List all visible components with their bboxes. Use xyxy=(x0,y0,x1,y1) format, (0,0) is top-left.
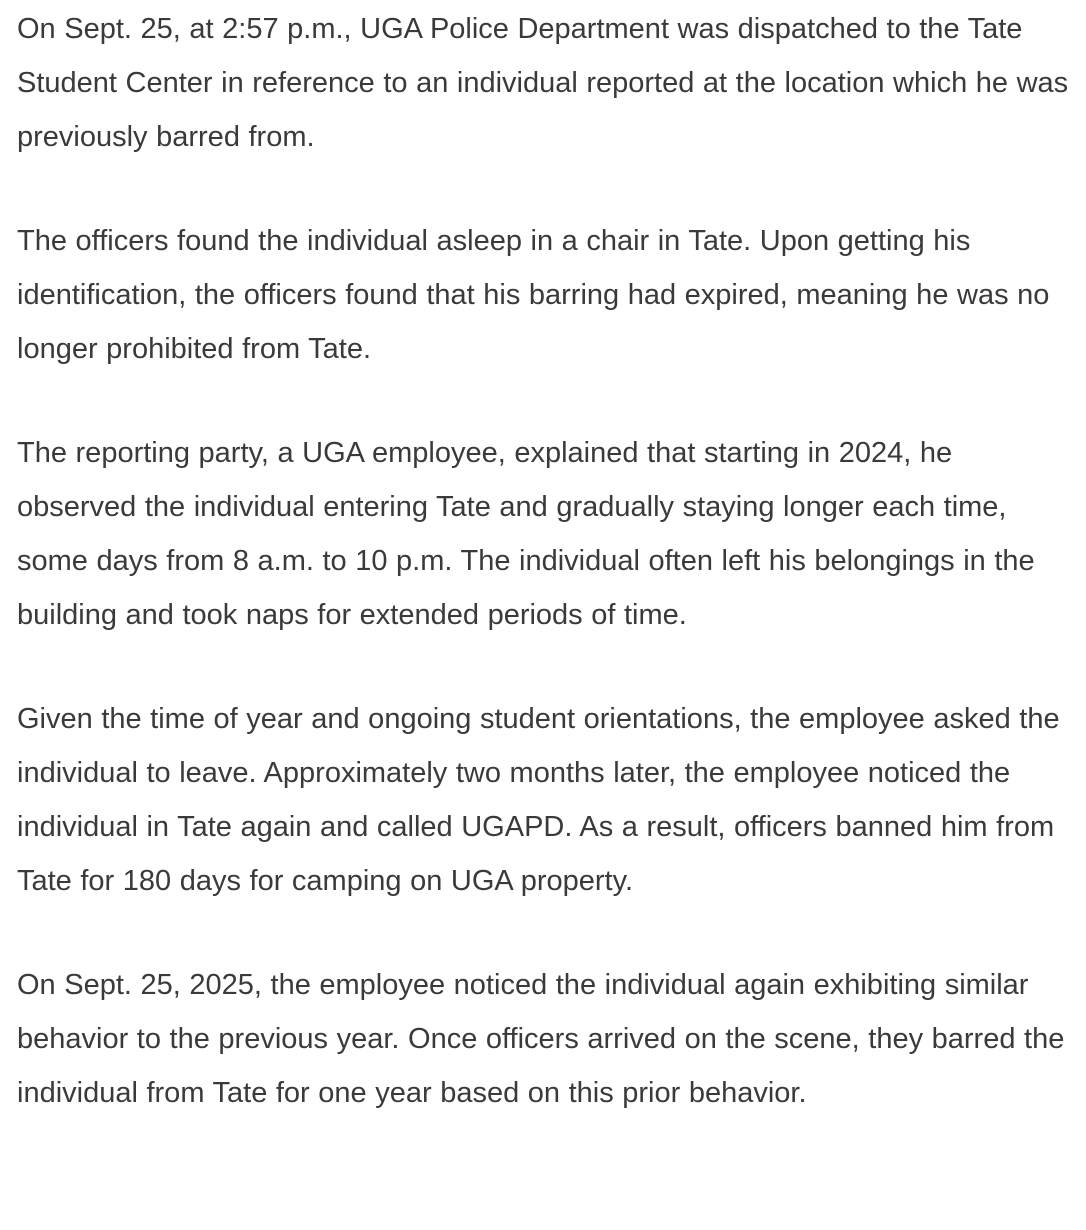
article-body xyxy=(0,2,1086,1120)
article-paragraph-1: On Sept. 25, at 2:57 p.m., UGA Police Department was dispatched to the Tate Student Center in reference to an individual reported at the location which he was previously barred from. xyxy=(17,13,1069,153)
article-paragraph-5: On Sept. 25, 2025, the employee noticed the individual again exhibiting similar behavior to the previous year. Once officers arrived on the scene, they barred the individual from Tate for one year based on this prior behavior. xyxy=(17,969,1065,1109)
article-paragraph-4: Given the time of year and ongoing student orientations, the employee asked the individual to leave. Approximately two months later, the employee noticed the individual in Tate again and called UGAPD. As a result, officers banned him from Tate for 180 days for camping on UGA property. xyxy=(17,703,1060,897)
article-paragraph-2: The officers found the individual asleep in a chair in Tate. Upon getting his identification, the officers found that his barring had expired, meaning he was no longer prohibited from Tate. xyxy=(17,225,1050,365)
article-paragraph-3: The reporting party, a UGA employee, explained that starting in 2024, he observed the individual entering Tate and gradually staying longer each time, some days from 8 a.m. to 10 p.m. The individual often left his belongings in the building and took naps for extended periods of time. xyxy=(17,437,1035,631)
